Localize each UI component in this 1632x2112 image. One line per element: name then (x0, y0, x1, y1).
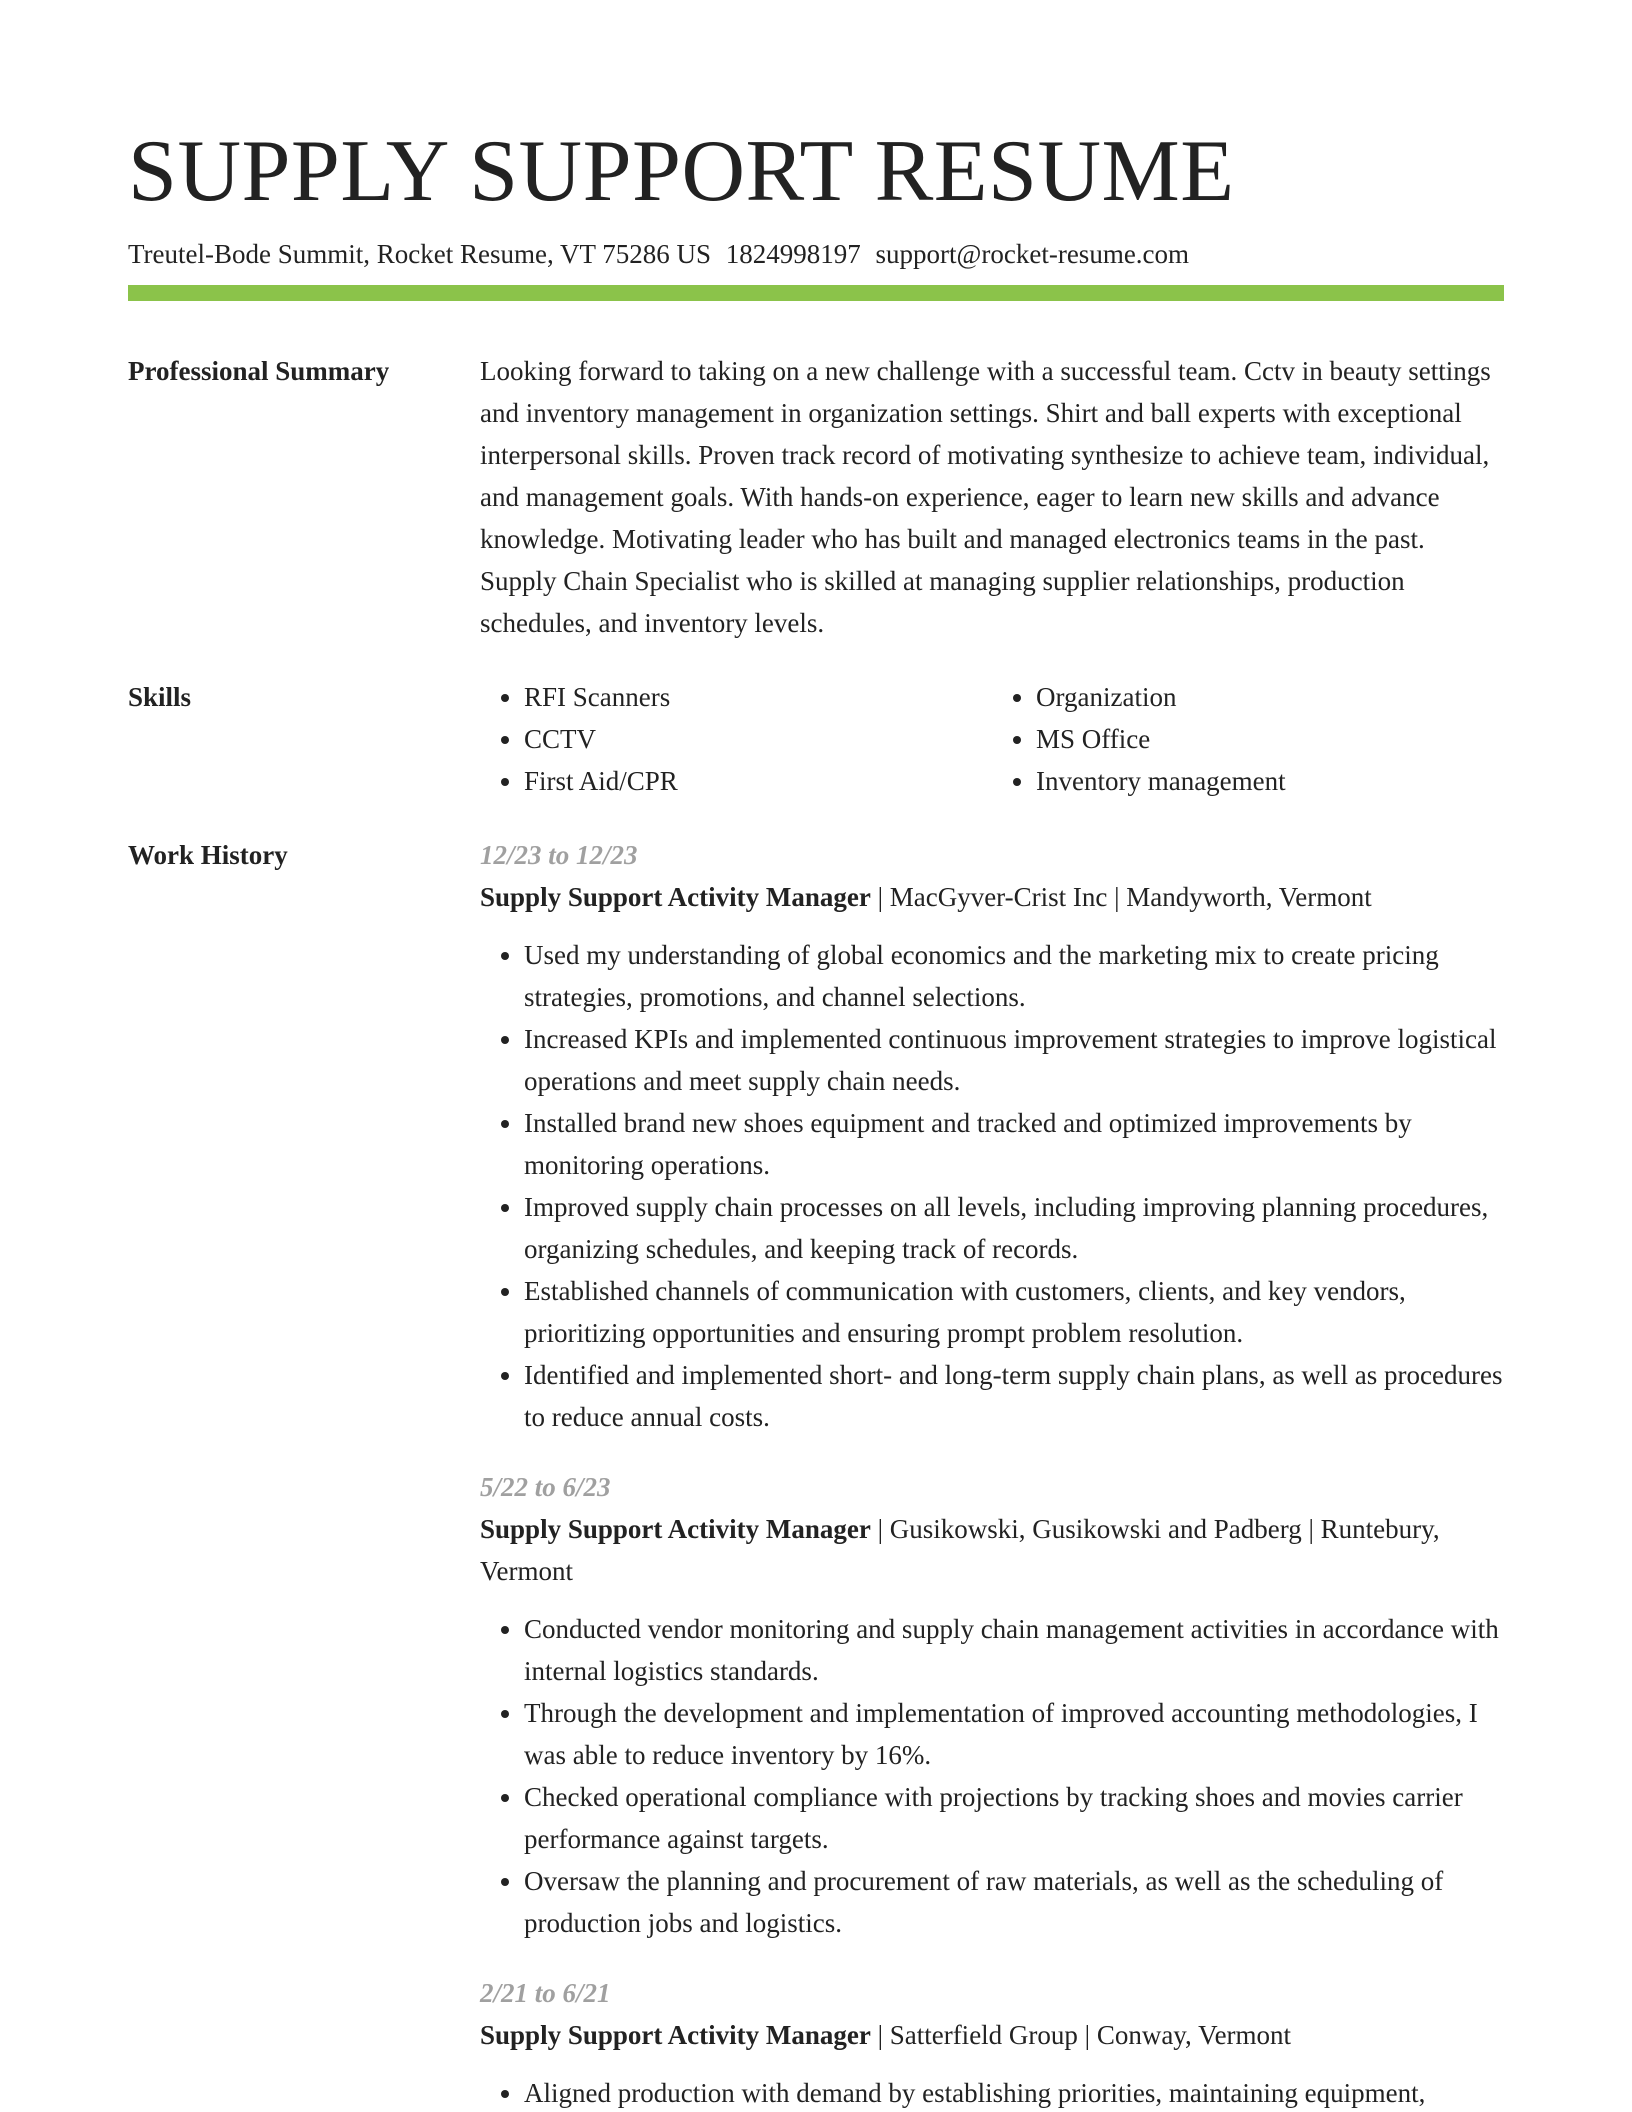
job-bullet: • Established channels of communication with customers, clients, and key vendors, prioritizing opportunities and ensuring prompt problem resolution. (524, 1270, 1504, 1354)
contact-phone: 1824998197 (725, 239, 861, 269)
job-heading (480, 876, 1504, 918)
job-title: Supply Support Activity Manager (480, 1514, 871, 1544)
job-details: | Gusikowski, Gusikowski and Padberg | Runtebury, Vermont (480, 1514, 1440, 1586)
job-entry (480, 834, 1504, 1438)
job-bullet: • Installed brand new shoes equipment and tracked and optimized improvements by monitoring operations. (524, 1102, 1504, 1186)
resume-content (128, 350, 1504, 2112)
skill-item: • RFI Scanners (524, 676, 992, 718)
job-bullet: • Improved supply chain processes on all levels, including improving planning procedures, organizing schedules, and keeping track of records. (524, 1186, 1504, 1270)
job-title: Supply Support Activity Manager (480, 882, 871, 912)
skills-heading: Skills (128, 682, 192, 712)
job-heading (480, 1508, 1504, 1592)
work-history-body (480, 834, 1504, 2112)
job-bullet: • Oversaw the planning and procurement of raw materials, as well as the scheduling of production jobs and logistics. (524, 1860, 1504, 1944)
summary-text: Looking forward to taking on a new challenge with a successful team. Cctv in beauty settings and inventory management in organization settings. Shirt and ball experts with exceptional interpersonal skills. Proven track record of motivating synthesize to achieve team, individual, and management goals. With hands-on experience, eager to learn new skills and advance knowledge. Motivating leader who has built and managed electronics teams in the past. Supply Chain Specialist who is skilled at managing supplier relationships, production schedules, and inventory levels. (480, 356, 1491, 638)
skills-grid (480, 676, 1504, 802)
job-heading (480, 2014, 1504, 2056)
job-entry (480, 1466, 1504, 1944)
summary-body (480, 350, 1504, 644)
job-bullet: • Increased KPIs and implemented continuous improvement strategies to improve logistical operations and meet supply chain needs. (524, 1018, 1504, 1102)
job-bullet: • Conducted vendor monitoring and supply chain management activities in accordance with internal logistics standards. (524, 1608, 1504, 1692)
summary-section (128, 350, 1504, 644)
job-bullet: • Identified and implemented short- and long-term supply chain plans, as well as procedures to reduce annual costs. (524, 1354, 1504, 1438)
skills-list-right (992, 676, 1504, 802)
job-details: | MacGyver-Crist Inc | Mandyworth, Vermont (870, 882, 1372, 912)
contact-email: support@rocket-resume.com (875, 239, 1190, 269)
job-bullet: • Checked operational compliance with projections by tracking shoes and movies carrier performance against targets. (524, 1776, 1504, 1860)
skill-item: • MS Office (1036, 718, 1504, 760)
job-bullets (480, 1608, 1504, 1944)
job-bullets (480, 934, 1504, 1438)
job-title: Supply Support Activity Manager (480, 2020, 871, 2050)
skills-body (480, 676, 1504, 802)
skill-item: • CCTV (524, 718, 992, 760)
job-bullet: • Through the development and implementation of improved accounting methodologies, I was able to reduce inventory by 16%. (524, 1692, 1504, 1776)
job-bullet: • Aligned production with demand by establishing priorities, maintaining equipment, (524, 2072, 1504, 2112)
work-history-section (128, 834, 1504, 2112)
job-dates: 12/23 to 12/23 (480, 840, 638, 870)
job-entry (480, 1972, 1504, 2112)
job-bullets (480, 2072, 1504, 2112)
skills-list-left (480, 676, 992, 802)
accent-divider (128, 285, 1504, 301)
skill-item: • First Aid/CPR (524, 760, 992, 802)
contact-address: Treutel-Bode Summit, Rocket Resume, VT 75286 US (128, 239, 712, 269)
work-history-heading: Work History (128, 840, 288, 870)
job-dates: 5/22 to 6/23 (480, 1472, 611, 1502)
job-bullet: • Used my understanding of global economics and the marketing mix to create pricing strategies, promotions, and channel selections. (524, 934, 1504, 1018)
job-dates: 2/21 to 6/21 (480, 1978, 611, 2008)
job-details: | Satterfield Group | Conway, Vermont (870, 2020, 1292, 2050)
skill-item: • Inventory management (1036, 760, 1504, 802)
skill-item: • Organization (1036, 676, 1504, 718)
summary-heading: Professional Summary (128, 356, 390, 386)
contact-line (128, 236, 1504, 272)
skills-section (128, 676, 1504, 802)
resume-header (128, 120, 1504, 272)
resume-title: SUPPLY SUPPORT RESUME (128, 123, 1235, 220)
